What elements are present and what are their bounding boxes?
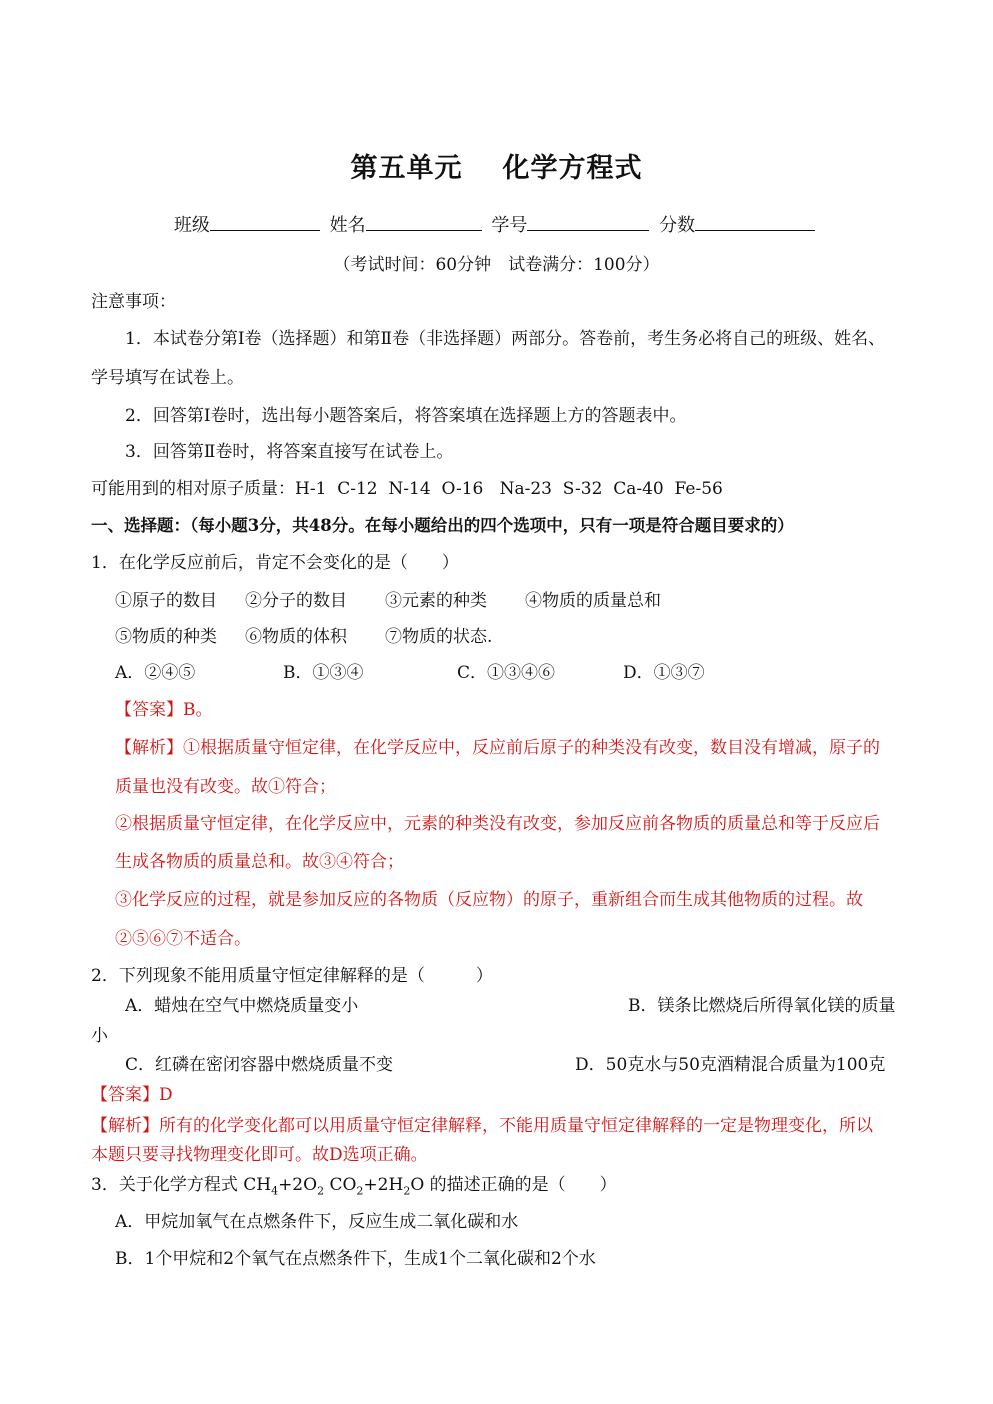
name-label: 姓名 — [329, 215, 366, 236]
id-label: 学号 — [491, 215, 528, 236]
notes-heading: 注意事项： — [91, 292, 176, 312]
class-label: 班级 — [173, 215, 210, 236]
stem-text: CO — [324, 1175, 357, 1195]
title-unit: 第五单元 — [350, 153, 463, 184]
option-b[interactable]: B．1个甲烷和2个氧气在点燃条件下，生成1个二氧化碳和2个水 — [115, 1249, 596, 1269]
option-b[interactable]: B．镁条比燃烧后所得氧化镁的质量 — [628, 996, 896, 1016]
subscript: 2 — [356, 1184, 364, 1198]
list-item: ⑦物质的状态. — [385, 627, 493, 647]
class-field[interactable] — [210, 212, 320, 231]
stem-text: 3．关于化学方程式 CH — [91, 1175, 272, 1195]
option-b-wrap: 小 — [91, 1026, 108, 1046]
question-3-stem — [91, 1173, 617, 1197]
list-item: ③元素的种类 — [385, 591, 487, 611]
option-d[interactable]: D．50克水与50克酒精混合质量为100克 — [575, 1055, 886, 1075]
list-item: ②分子的数目 — [245, 591, 347, 611]
list-item: ①原子的数目 — [115, 591, 217, 611]
option-b[interactable]: B．①③④ — [283, 663, 364, 683]
question-1-analysis-line: ②⑤⑥⑦不适合。 — [115, 929, 251, 949]
note-item-1-cont: 学号填写在试卷上。 — [91, 368, 244, 388]
list-item: ④物质的质量总和 — [525, 591, 661, 611]
question-1-analysis-line: ③化学反应的过程，就是参加反应的各物质（反应物）的原子，重新组合而生成其他物质的过程。故 — [115, 890, 863, 910]
question-1-analysis-line: ②根据质量守恒定律，在化学反应中，元素的种类没有改变，参加反应前各物质的质量总和等于反应后 — [115, 814, 880, 834]
note-item-2: 2．回答第Ⅰ卷时，选出每小题答案后，将答案填在选择题上方的答题表中。 — [125, 406, 687, 426]
note-item-1: 1．本试卷分第Ⅰ卷（选择题）和第Ⅱ卷（非选择题）两部分。答卷前，考生务必将自己的班级、姓名、 — [125, 329, 886, 349]
option-a[interactable]: A．②④⑤ — [115, 663, 196, 683]
option-c[interactable]: C．①③④⑥ — [457, 663, 556, 683]
question-1-analysis-line: 质量也没有改变。故①符合； — [115, 777, 336, 797]
question-2-analysis-line: 【解析】所有的化学变化都可以用质量守恒定律解释，不能用质量守恒定律解释的一定是物理变化，所以 — [91, 1116, 873, 1136]
subscript: 2 — [403, 1184, 411, 1198]
list-item: ⑤物质的种类 — [115, 627, 217, 647]
option-a[interactable]: A．蜡烛在空气中燃烧质量变小 — [125, 996, 359, 1016]
note-item-3: 3．回答第Ⅱ卷时，将答案直接写在试卷上。 — [125, 442, 454, 462]
question-1-items-row1 — [115, 589, 661, 613]
option-d[interactable]: D．①③⑦ — [623, 663, 705, 683]
question-2-answer: 【答案】D — [91, 1085, 173, 1105]
question-1-stem: 1．在化学反应前后，肯定不会变化的是（ ） — [91, 553, 459, 573]
question-1-answer: 【答案】B。 — [115, 700, 213, 720]
section-heading: 一、选择题：（每小题3分，共48分。在每小题给出的四个选项中，只有一项是符合题目要求的） — [91, 516, 794, 535]
page-title — [0, 146, 993, 185]
question-2-stem: 2．下列现象不能用质量守恒定律解释的是（ ） — [91, 966, 493, 986]
name-field[interactable] — [366, 212, 482, 231]
student-id-field[interactable] — [527, 212, 649, 231]
title-topic: 化学方程式 — [502, 153, 643, 184]
option-c[interactable]: C．红磷在密闭容器中燃烧质量不变 — [125, 1055, 394, 1075]
stem-text: O 的描述正确的是（ ） — [410, 1175, 617, 1195]
atomic-masses: 可能用到的相对原子质量：H-1 C-12 N-14 O-16 Na-23 S-32 Ca-40 Fe-56 — [91, 479, 723, 499]
subscript: 4 — [271, 1184, 279, 1198]
question-1-items-row2 — [115, 625, 492, 649]
stem-text: +2O — [278, 1175, 318, 1195]
score-field[interactable] — [695, 212, 815, 231]
option-a[interactable]: A．甲烷加氧气在点燃条件下，反应生成二氧化碳和水 — [115, 1212, 519, 1232]
exam-info: （考试时间：60分钟 试卷满分：100分） — [333, 255, 660, 275]
list-item: ⑥物质的体积 — [245, 627, 347, 647]
student-info-row — [0, 212, 993, 238]
question-1-options — [115, 661, 705, 685]
question-1-analysis-line: 生成各物质的质量总和。故③④符合； — [115, 852, 404, 872]
subscript: 2 — [317, 1184, 325, 1198]
score-label: 分数 — [659, 215, 696, 236]
question-1-analysis-line: 【解析】①根据质量守恒定律，在化学反应中，反应前后原子的种类没有改变，数目没有增减，原子的 — [115, 738, 880, 758]
stem-text: +2H — [363, 1175, 404, 1195]
question-2-analysis-line: 本题只要寻找物理变化即可。故D选项正确。 — [91, 1145, 428, 1165]
